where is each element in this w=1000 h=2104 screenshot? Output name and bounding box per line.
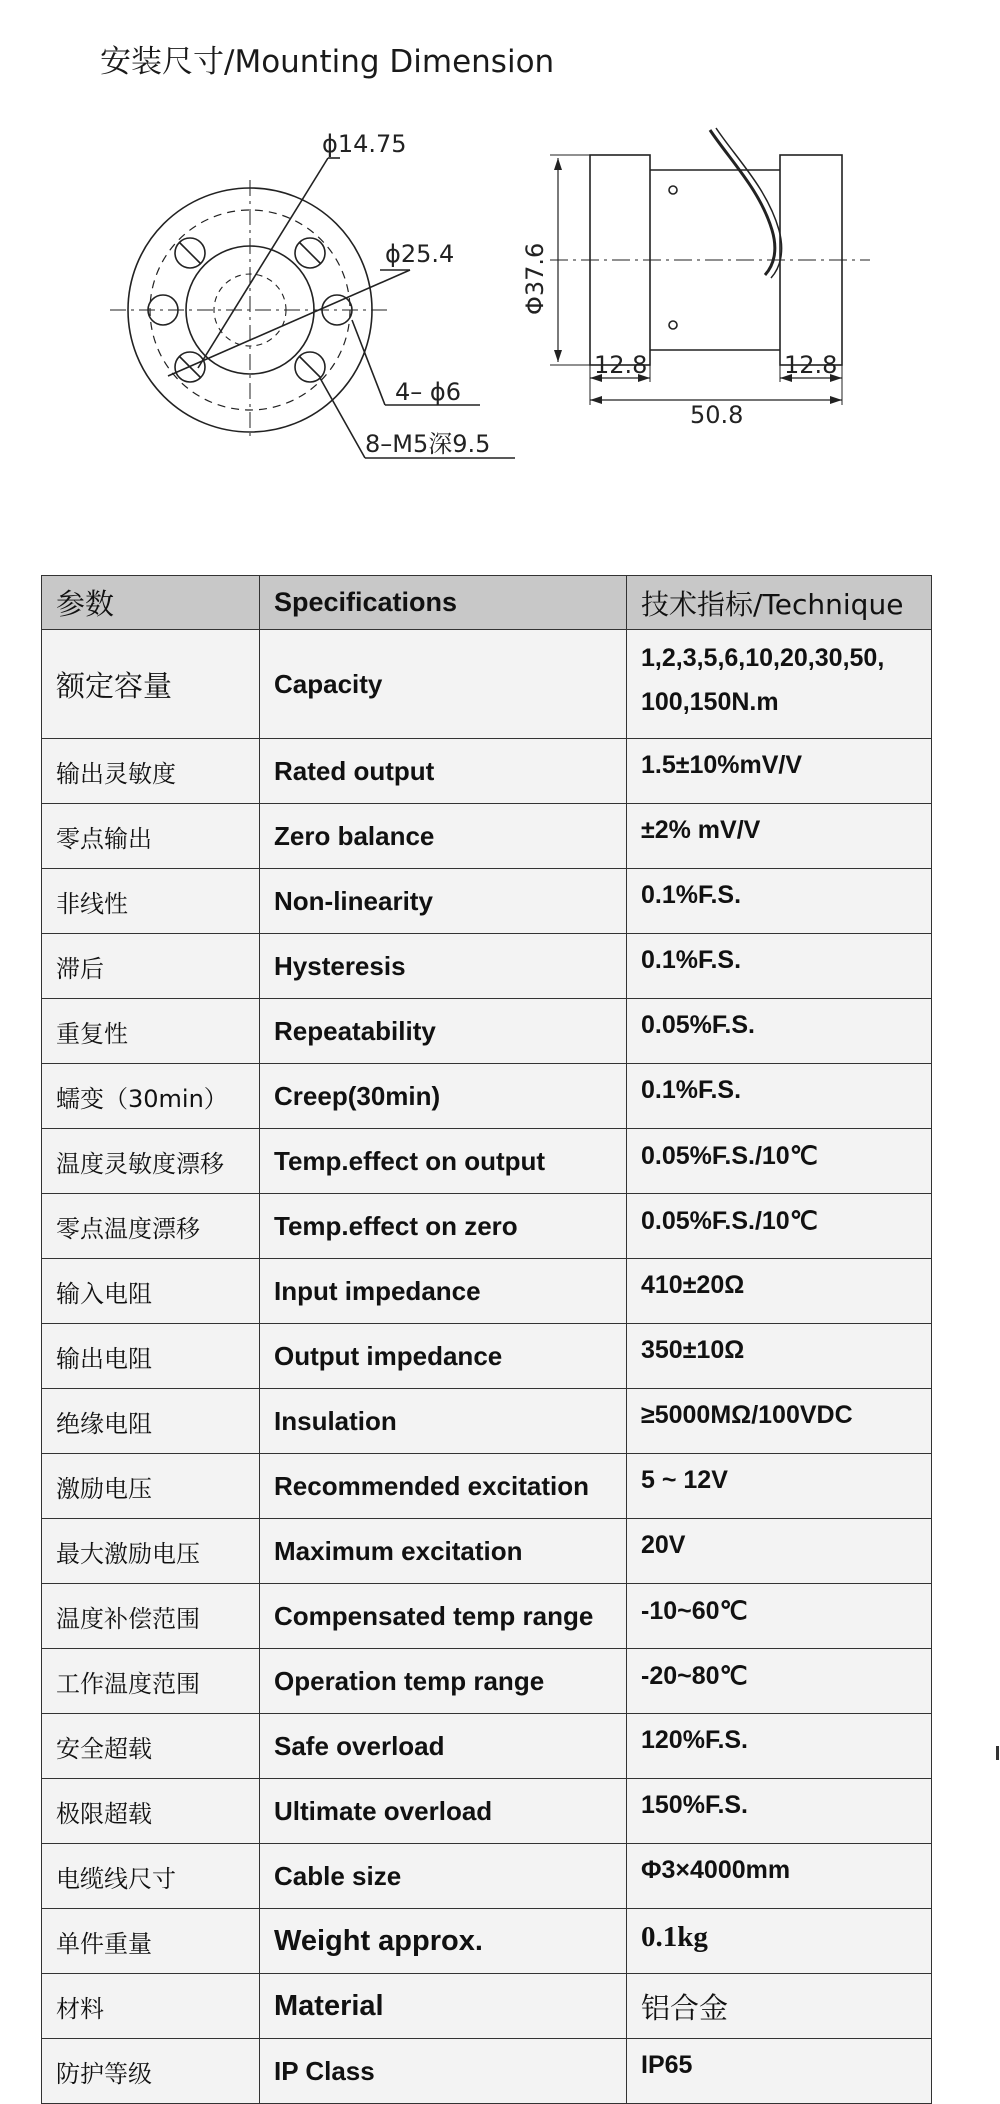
param-cn: 单件重量 xyxy=(42,1909,260,1974)
param-cn: 安全超载 xyxy=(42,1714,260,1779)
param-en: Insulation xyxy=(260,1389,627,1454)
param-en: Zero balance xyxy=(260,804,627,869)
param-value: IP65 xyxy=(627,2039,932,2104)
value-line-1: 1,2,3,5,6,10,20,30,50, xyxy=(641,644,885,672)
param-en: Safe overload xyxy=(260,1714,627,1779)
page-title: 安装尺寸/Mounting Dimension xyxy=(100,44,555,80)
param-value: ≥5000MΩ/100VDC xyxy=(627,1389,932,1454)
param-value: 5 ~ 12V xyxy=(627,1454,932,1519)
value-line-2: 100,150N.m xyxy=(641,688,779,716)
param-en: Recommended excitation xyxy=(260,1454,627,1519)
param-cn: 输出电阻 xyxy=(42,1324,260,1389)
param-value xyxy=(627,630,932,739)
table-row xyxy=(42,739,932,804)
param-value: 410±20Ω xyxy=(627,1259,932,1324)
table-row xyxy=(42,1844,932,1909)
param-en: Non-linearity xyxy=(260,869,627,934)
param-value: 1.5±10%mV/V xyxy=(627,739,932,804)
param-cn: 电缆线尺寸 xyxy=(42,1844,260,1909)
label-d1: ϕ14.75 xyxy=(322,130,407,158)
table-row xyxy=(42,1909,932,1974)
param-cn: 极限超载 xyxy=(42,1779,260,1844)
table-header-row xyxy=(42,576,932,630)
table-row xyxy=(42,1714,932,1779)
table-row xyxy=(42,1064,932,1129)
param-cn: 工作温度范围 xyxy=(42,1649,260,1714)
param-en: Output impedance xyxy=(260,1324,627,1389)
table-row xyxy=(42,1194,932,1259)
param-cn: 材料 xyxy=(42,1974,260,2039)
param-value: 0.05%F.S./10℃ xyxy=(627,1129,932,1194)
param-cn: 零点输出 xyxy=(42,804,260,869)
header-spec: Specifications xyxy=(260,576,627,630)
param-en: Compensated temp range xyxy=(260,1584,627,1649)
param-value: 0.1kg xyxy=(627,1909,932,1974)
param-cn: 温度补偿范围 xyxy=(42,1584,260,1649)
label-threads: 8–M5深9.5 xyxy=(365,430,491,458)
param-cn: 激励电压 xyxy=(42,1454,260,1519)
param-en: Cable size xyxy=(260,1844,627,1909)
label-outer-dia: Φ37.6 xyxy=(521,242,549,315)
label-holes: 4– ϕ6 xyxy=(395,378,461,406)
table-row xyxy=(42,804,932,869)
param-en: IP Class xyxy=(260,2039,627,2104)
param-cn: 输入电阻 xyxy=(42,1259,260,1324)
spec-table xyxy=(41,575,932,2104)
table-row xyxy=(42,1974,932,2039)
table-row xyxy=(42,1129,932,1194)
param-cn: 额定容量 xyxy=(42,630,260,739)
param-value: 0.05%F.S./10℃ xyxy=(627,1194,932,1259)
param-en: Temp.effect on zero xyxy=(260,1194,627,1259)
table-row xyxy=(42,869,932,934)
param-en: Operation temp range xyxy=(260,1649,627,1714)
param-en: Material xyxy=(260,1974,627,2039)
param-en: Rated output xyxy=(260,739,627,804)
table-row xyxy=(42,999,932,1064)
param-en: Capacity xyxy=(260,630,627,739)
param-value: -20~80℃ xyxy=(627,1649,932,1714)
param-cn: 输出灵敏度 xyxy=(42,739,260,804)
table-row xyxy=(42,1519,932,1584)
param-value: Φ3×4000mm xyxy=(627,1844,932,1909)
label-length: 50.8 xyxy=(690,401,744,429)
param-en: Maximum excitation xyxy=(260,1519,627,1584)
param-en: Hysteresis xyxy=(260,934,627,999)
param-value: -10~60℃ xyxy=(627,1584,932,1649)
edge-mark xyxy=(996,1746,999,1760)
param-cn: 非线性 xyxy=(42,869,260,934)
param-value: 20V xyxy=(627,1519,932,1584)
table-row xyxy=(42,630,932,739)
param-cn: 重复性 xyxy=(42,999,260,1064)
table-row xyxy=(42,2039,932,2104)
param-en: Weight approx. xyxy=(260,1909,627,1974)
label-flange-left: 12.8 xyxy=(594,351,648,379)
label-d2: ϕ25.4 xyxy=(385,240,455,268)
param-cn: 零点温度漂移 xyxy=(42,1194,260,1259)
mounting-dimension-drawing xyxy=(110,120,940,510)
table-row xyxy=(42,1259,932,1324)
table-row xyxy=(42,934,932,999)
param-value: 0.1%F.S. xyxy=(627,1064,932,1129)
header-param: 参数 xyxy=(42,576,260,630)
header-tech: 技术指标/Technique xyxy=(627,576,932,630)
param-cn: 绝缘电阻 xyxy=(42,1389,260,1454)
param-value: 0.1%F.S. xyxy=(627,869,932,934)
param-cn: 温度灵敏度漂移 xyxy=(42,1129,260,1194)
label-flange-right: 12.8 xyxy=(784,351,838,379)
table-row xyxy=(42,1454,932,1519)
param-value: ±2% mV/V xyxy=(627,804,932,869)
table-row xyxy=(42,1649,932,1714)
param-value: 铝合金 xyxy=(627,1974,932,2039)
param-value: 350±10Ω xyxy=(627,1324,932,1389)
param-cn: 最大激励电压 xyxy=(42,1519,260,1584)
param-value: 120%F.S. xyxy=(627,1714,932,1779)
param-cn: 滞后 xyxy=(42,934,260,999)
table-row xyxy=(42,1389,932,1454)
param-cn: 蠕变（30min） xyxy=(42,1064,260,1129)
table-row xyxy=(42,1584,932,1649)
param-en: Temp.effect on output xyxy=(260,1129,627,1194)
param-en: Creep(30min) xyxy=(260,1064,627,1129)
param-cn: 防护等级 xyxy=(42,2039,260,2104)
table-row xyxy=(42,1324,932,1389)
param-en: Ultimate overload xyxy=(260,1779,627,1844)
table-row xyxy=(42,1779,932,1844)
param-value: 150%F.S. xyxy=(627,1779,932,1844)
param-value: 0.05%F.S. xyxy=(627,999,932,1064)
param-en: Repeatability xyxy=(260,999,627,1064)
param-value: 0.1%F.S. xyxy=(627,934,932,999)
param-en: Input impedance xyxy=(260,1259,627,1324)
